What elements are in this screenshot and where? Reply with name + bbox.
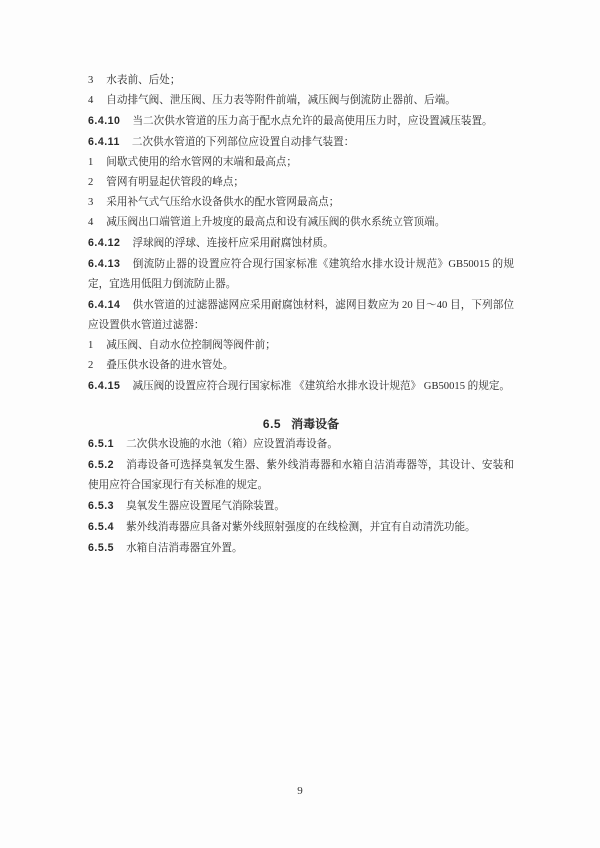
clause-6-4-13 [88, 254, 514, 295]
list-item [88, 193, 514, 213]
section-heading [88, 414, 514, 434]
list-item [88, 213, 514, 233]
clause-6-5-1 [88, 434, 514, 455]
clause-number: 6.5.3 [88, 500, 115, 512]
list-item-number: 4 [88, 217, 94, 228]
list-item-number: 3 [88, 75, 94, 86]
clause-6-4-15 [88, 376, 514, 397]
clause-number: 6.5.2 [88, 459, 115, 471]
clause-text: 浮球阀的浮球、连接杆应采用耐腐蚀材质。 [132, 238, 334, 249]
clause-number: 6.4.11 [88, 136, 120, 148]
clause-6-4-14 [88, 295, 514, 336]
section-heading-title: 消毒设备 [291, 417, 340, 431]
list-item [88, 91, 514, 111]
list-item-number: 2 [88, 177, 94, 188]
list-item-text: 叠压供水设备的进水管处。 [106, 360, 234, 371]
list-item-text: 减压阀、自动水位控制阀等阀件前； [106, 340, 276, 351]
list-item-text: 自动排气阀、泄压阀、压力表等附件前端，减压阀与倒流防止器前、后端。 [106, 95, 456, 106]
clause-text: 供水管道的过滤器滤网应采用耐腐蚀材料，滤网目数应为 20 目～40 目，下列部位应设置供水管道过滤器： [88, 300, 514, 331]
clause-text: 消毒设备可选择臭氧发生器、紫外线消毒器和水箱自洁消毒器等，其设计、安装和使用应符合国家现行有关标准的规定。 [88, 460, 514, 491]
clause-number: 6.4.13 [88, 258, 121, 270]
clause-number: 6.5.1 [88, 438, 115, 450]
list-item-text: 采用补气式气压给水设备供水的配水管网最高点； [106, 197, 340, 208]
list-item-text: 管网有明显起伏管段的峰点； [106, 177, 245, 188]
list-item [88, 71, 514, 91]
clause-6-5-2 [88, 455, 514, 496]
list-item-number: 1 [88, 157, 94, 168]
clause-number: 6.4.10 [88, 115, 121, 127]
list-item [88, 153, 514, 173]
list-item-text: 间歇式使用的给水管网的末端和最高点； [106, 157, 297, 168]
clause-6-5-4 [88, 517, 514, 538]
document-text-block [88, 71, 514, 559]
clause-6-4-12 [88, 233, 514, 254]
clause-text: 二次供水管道的下列部位应设置自动排气装置： [131, 137, 355, 148]
page-number: 9 [297, 785, 303, 797]
clause-6-5-3 [88, 496, 514, 517]
list-item [88, 356, 514, 376]
list-item [88, 173, 514, 193]
clause-text: 臭氧发生器应设置尾气消除装置。 [126, 501, 285, 512]
list-item-number: 1 [88, 340, 94, 351]
clause-number: 6.4.15 [88, 380, 121, 392]
clause-6-4-11 [88, 132, 514, 153]
clause-text: 倒流防止器的设置应符合现行国家标准《建筑给水排水设计规范》GB50015 的规定，宜选用低阻力倒流防止器。 [88, 259, 514, 290]
clause-text: 减压阀的设置应符合现行国家标准 《建筑给水排水设计规范》 GB50015 的规定。 [132, 381, 511, 392]
section-heading-number: 6.5 [262, 417, 282, 431]
clause-6-4-10 [88, 111, 514, 132]
clause-number: 6.4.12 [88, 237, 121, 249]
clause-number: 6.4.14 [88, 299, 121, 311]
list-item-number: 2 [88, 360, 94, 371]
clause-number: 6.5.5 [88, 542, 115, 554]
clause-text: 二次供水设施的水池（箱）应设置消毒设备。 [126, 439, 338, 450]
list-item [88, 336, 514, 356]
clause-number: 6.5.4 [88, 521, 115, 533]
clause-text: 当二次供水管道的压力高于配水点允许的最高使用压力时，应设置减压装置。 [132, 116, 493, 127]
list-item-number: 4 [88, 95, 94, 106]
list-item-number: 3 [88, 197, 94, 208]
clause-6-5-5 [88, 538, 514, 559]
clause-text: 紫外线消毒器应具备对紫外线照射强度的在线检测，并宜有自动清洗功能。 [126, 522, 476, 533]
list-item-text: 水表前、后处； [106, 75, 181, 86]
clause-text: 水箱自洁消毒器宜外置。 [126, 543, 243, 554]
list-item-text: 减压阀出口端管道上升坡度的最高点和设有减压阀的供水系统立管顶端。 [106, 217, 446, 228]
